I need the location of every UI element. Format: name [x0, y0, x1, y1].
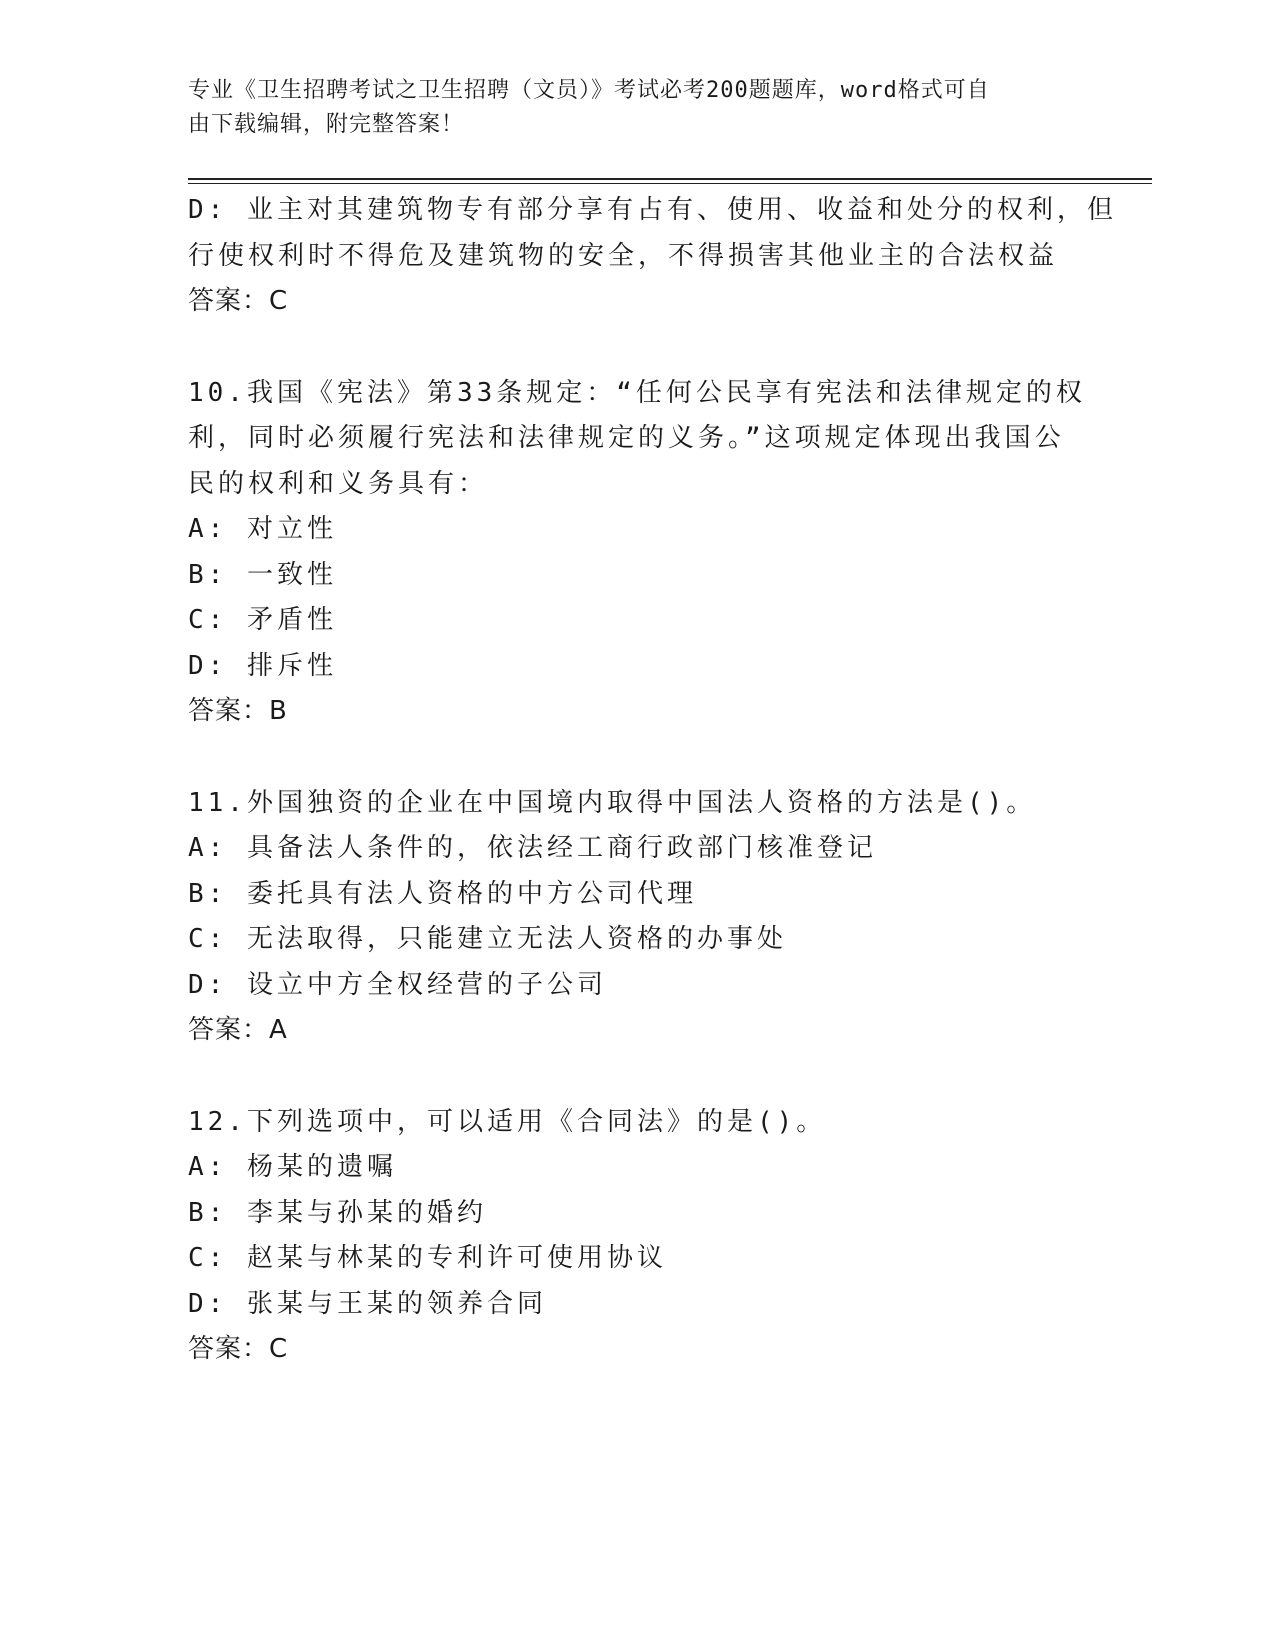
option-a: A: 杨某的遗嘱 — [188, 1152, 397, 1182]
answer-line: 答案：A — [188, 1015, 288, 1045]
answer-line: 答案：C — [188, 286, 289, 316]
question-text-line: 12.下列选项中，可以适用《合同法》的是()。 — [188, 1106, 827, 1137]
option-line: D: 业主对其建筑物专有部分享有占有、使用、收益和处分的权利，但 — [188, 195, 1117, 225]
option-d: D: 张某与王某的领养合同 — [188, 1288, 547, 1319]
question-text-line: 利，同时必须履行宪法和法律规定的义务。”这项规定体现出我国公 — [188, 423, 1065, 453]
option-d: D: 排斥性 — [188, 650, 337, 681]
header-line-1: 专业《卫生招聘考试之卫生招聘（文员）》考试必考200题题库，word格式可自 — [188, 78, 990, 103]
question-10 — [188, 371, 1088, 735]
question-11 — [188, 781, 1088, 1054]
option-a: A: 对立性 — [188, 514, 337, 544]
option-c: C: 赵某与林某的专利许可使用协议 — [188, 1243, 667, 1273]
option-b: B: 一致性 — [188, 559, 337, 590]
header-divider-thin — [188, 183, 1152, 184]
option-c: C: 无法取得，只能建立无法人资格的办事处 — [188, 924, 787, 954]
option-d: D: 设立中方全权经营的子公司 — [188, 969, 607, 1000]
option-a: A: 具备法人条件的，依法经工商行政部门核准登记 — [188, 833, 877, 863]
answer-line: 答案：B — [188, 696, 288, 726]
option-b: B: 李某与孙某的婚约 — [188, 1197, 487, 1228]
question-text-line: 10.我国《宪法》第33条规定：“任何公民享有宪法和法律规定的权 — [188, 377, 1086, 408]
carryover-block — [188, 188, 1117, 325]
spacer — [188, 735, 1088, 781]
option-c: C: 矛盾性 — [188, 605, 337, 635]
header-line-2: 由下载编辑，附完整答案！ — [188, 112, 465, 137]
option-line: 行使权利时不得危及建筑物的安全，不得损害其他业主的合法权益 — [188, 240, 1059, 271]
spacer — [188, 325, 1088, 371]
option-b: B: 委托具有法人资格的中方公司代理 — [188, 878, 697, 909]
answer-line: 答案：C — [188, 1334, 289, 1364]
spacer — [188, 1054, 1088, 1100]
page-header — [188, 74, 1068, 142]
question-text-line: 民的权利和义务具有： — [188, 468, 489, 499]
question-text-line: 11.外国独资的企业在中国境内取得中国法人资格的方法是()。 — [188, 787, 1037, 818]
question-12 — [188, 1100, 1088, 1373]
header-divider-thick — [188, 178, 1152, 180]
document-body — [188, 188, 1117, 1373]
